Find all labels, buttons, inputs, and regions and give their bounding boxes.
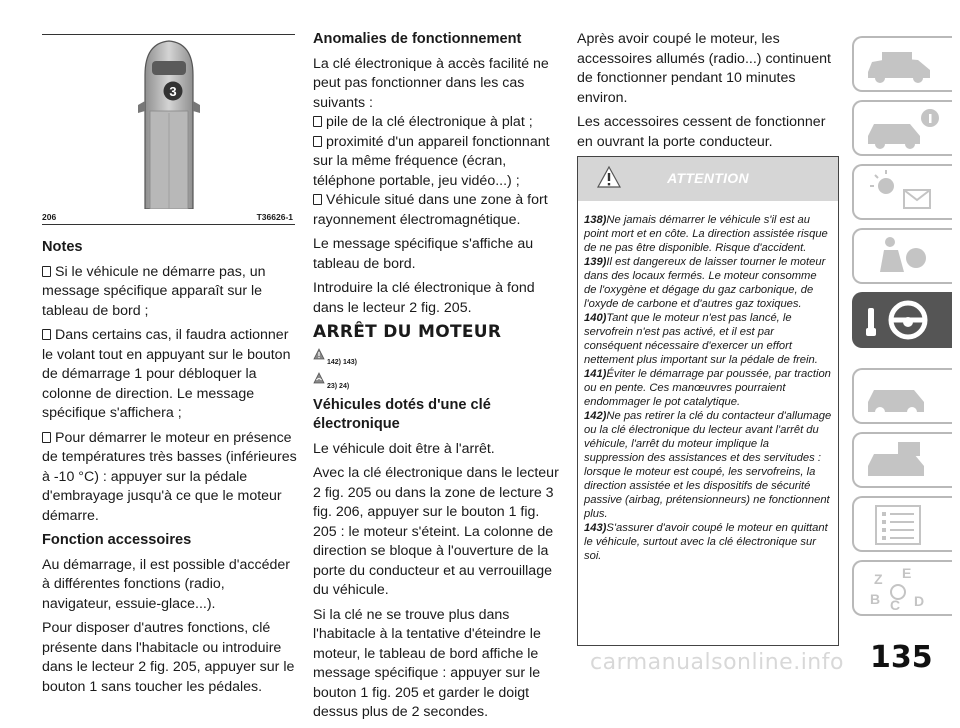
warning-reference-2: 23) 24) <box>313 372 565 390</box>
car-info-icon <box>854 38 950 90</box>
tab-emergency[interactable] <box>852 368 952 424</box>
caution-triangle-icon <box>313 372 325 384</box>
bullet-box-icon <box>42 432 51 443</box>
notes-title: Notes <box>42 239 83 255</box>
tab-starting-driving[interactable] <box>852 292 952 348</box>
van-top-view-illustration <box>42 35 295 209</box>
figure-number: 206 <box>42 212 57 222</box>
note-item: Pour démarrer le moteur en présence de températures très basses (inférieures à -10 °C) : appuyer sur la pédale d'embrayage jusqu'à ce que le moteur démarre. <box>42 429 297 524</box>
tab-car-overview[interactable] <box>852 36 952 92</box>
warning-item: 141)Éviter le démarrage par poussée, par traction ou en pente. Ces manœuvres pourraient endommager le pot catalytique. <box>584 368 831 408</box>
note-item: Dans certains cas, il faudra actionner le volant tout en appuyant sur le bouton de démarrage 1 pour débloquer la colonne de direction. Le message spécifique s'affichera ; <box>42 327 291 421</box>
electronic-key-paragraph-2: Avec la clé électronique dans le lecteur 2 fig. 205 ou dans la zone de lecture 3 fig. 206, appuyer sur le bouton 1 fig. 205 : le moteur s'éteint. La colonne de direction se bloque à l'ouverture de la porte du conducteur et au verrouillage du véhicule. <box>313 465 559 598</box>
chapter-sidebar <box>850 0 960 678</box>
bullet-box-icon <box>313 116 322 127</box>
attention-body <box>578 201 838 563</box>
anomalies-intro: La clé électronique à accès facilité ne peut pas fonctionner dans les cas suivants : <box>313 55 549 111</box>
tab-maintenance[interactable] <box>852 432 952 488</box>
warning-item: 140)Tant que le moteur n'est pas lancé, le servofrein n'est pas activé, et il est par conséquent nécessaire d'exercer un effort nettement plus important sur la pédale de frein. <box>584 312 818 366</box>
watermark: carmanualsonline.info <box>590 650 844 675</box>
svg-text:B: B <box>870 591 881 607</box>
after-stop-paragraph-2: Les accessoires cessent de fonctionner en ouvrant la porte conducteur. <box>577 114 826 150</box>
page-number: 135 <box>870 640 933 675</box>
svg-text:E: E <box>902 565 912 581</box>
stop-engine-title: ARRÊT DU MOTEUR <box>313 322 502 342</box>
svg-text:C: C <box>890 597 901 613</box>
notes-section <box>42 238 297 702</box>
tab-warning-lights[interactable] <box>852 164 952 220</box>
steering-key-icon <box>854 294 950 346</box>
figure-code: T36626-1 <box>256 212 293 222</box>
electronic-key-paragraph-3: Si la clé ne se trouve plus dans l'habitacle à la tentative d'éteindre le moteur, le tableau de bord affiche le message spécifique : appuyer sur le bouton 1 fig. 205 et garder le doigt dessus plus de 2 secondes. <box>313 606 541 720</box>
electronic-key-title: Véhicules dotés d'une clé électronique <box>313 396 491 432</box>
accessories-after-stop <box>577 30 835 157</box>
attention-box <box>577 156 839 646</box>
tab-technical-data[interactable] <box>852 496 952 552</box>
figure-206 <box>42 34 295 209</box>
warning-item: 138)Ne jamais démarrer le véhicule s'il est au point mort et en côte. La direction assistée risque de ne pas être disponible. Risque d'accident. <box>584 214 828 254</box>
warning-item: 139)Il est dangereux de laisser tourner le moteur dans des locaux fermés. Le moteur consomme de l'oxygène et dégage du gaz carbonique, de l'oxyde de carbone et d'autres gaz toxiques. <box>584 256 826 310</box>
car-service-icon <box>854 370 950 422</box>
anomalies-section <box>313 30 565 728</box>
bullet-box-icon <box>313 136 322 147</box>
list-icon <box>854 498 950 550</box>
bullet-box-icon <box>42 329 51 340</box>
anomaly-item: pile de la clé électronique à plat ; <box>313 113 565 133</box>
tab-index[interactable] <box>852 560 952 616</box>
accessories-title: Fonction accessoires <box>42 532 192 548</box>
tab-car-info[interactable] <box>852 100 952 156</box>
svg-text:D: D <box>914 593 925 609</box>
electronic-key-paragraph-1: Le véhicule doit être à l'arrêt. <box>313 440 495 457</box>
index-icon <box>854 562 950 614</box>
accessories-paragraph-1: Au démarrage, il est possible d'accéder à différentes fonctions (radio, navigateur, essuie-glace...). <box>42 556 290 612</box>
warning-item: 142)Ne pas retirer la clé du contacteur d'allumage ou la clé électronique du lecteur avant l'arrêt du véhicule, l'arrêt du moteur implique la suppression des assistances et des servitudes : lorsque le moteur est coupé, les servofreins, la direction assistée et les dispositifs de sécurité passive (airbag, prétensionneurs) ne fonctionnent plus. <box>584 410 832 520</box>
anomalies-paragraph-1: Le message spécifique s'affiche au tableau de bord. <box>313 236 534 272</box>
note-item: Si le véhicule ne démarre pas, un message spécifique apparaît sur le tableau de bord ; <box>42 263 266 319</box>
car-maintenance-icon <box>854 434 950 486</box>
caption-divider <box>42 224 295 225</box>
warning-item: 143)S'assurer d'avoir coupé le moteur en quittant le véhicule, surtout avec la clé électronique sur soi. <box>584 522 828 562</box>
bullet-box-icon <box>313 194 322 205</box>
attention-title: ATTENTION <box>667 170 749 186</box>
bullet-box-icon <box>42 266 51 277</box>
callout-marker-label: 3 <box>169 84 177 99</box>
anomaly-item: proximité d'un appareil fonctionnant sur la même fréquence (écran, téléphone portable, jeu vidéo...) ; <box>313 133 550 189</box>
tab-safety[interactable] <box>852 228 952 284</box>
svg-text:Z: Z <box>874 571 883 587</box>
anomalies-paragraph-2: Introduire la clé électronique à fond dans le lecteur 2 fig. 205. <box>313 280 535 316</box>
warning-triangle-icon <box>313 348 325 360</box>
after-stop-paragraph-1: Après avoir coupé le moteur, les accessoires allumés (radio...) continuent de fonctionner pendant 10 minutes environ. <box>577 31 831 106</box>
car-i-icon <box>854 102 950 154</box>
attention-header <box>578 157 838 201</box>
warning-reference-1: 142) 143) <box>313 348 565 366</box>
anomaly-item: Véhicule situé dans une zone à fort rayonnement électromagnétique. <box>313 192 548 228</box>
anomalies-title: Anomalies de fonctionnement <box>313 31 522 47</box>
airbag-icon <box>854 230 950 282</box>
accessories-paragraph-2: Pour disposer d'autres fonctions, clé présente dans l'habitacle ou introduire dans le lecteur 2 fig. 205, appuyer sur le bouton 1 sans toucher les pédales. <box>42 620 295 695</box>
warning-lights-icon <box>854 166 950 218</box>
